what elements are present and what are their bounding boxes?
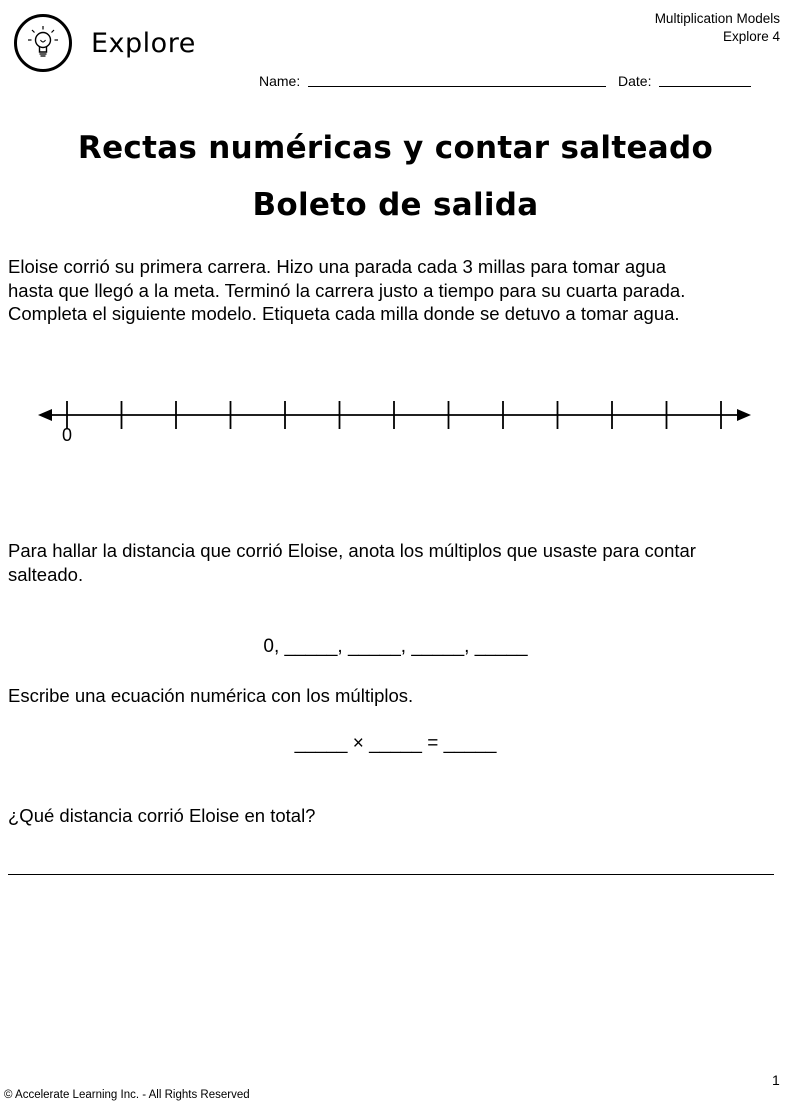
section-label: Explore xyxy=(91,28,196,59)
page-title: Rectas numéricas y contar salteado xyxy=(77,130,714,166)
series-title: Multiplication Models xyxy=(654,11,780,26)
date-field[interactable] xyxy=(659,86,751,87)
multiples-blanks[interactable]: 0, _____, _____, _____, _____ xyxy=(263,636,528,657)
page-subtitle: Boleto de salida xyxy=(252,187,539,223)
equation-prompt: Escribe una ecuación numérica con los múltiplos. xyxy=(8,685,414,706)
multiples-prompt-line: Para hallar la distancia que corrió Eloise, anota los múltiplos que usaste para contar xyxy=(8,540,696,561)
lesson-label: Explore 4 xyxy=(722,29,780,44)
multiples-prompt xyxy=(8,539,783,586)
name-field[interactable] xyxy=(308,86,606,87)
total-question: ¿Qué distancia corrió Eloise en total? xyxy=(8,805,316,826)
copyright: © Accelerate Learning Inc. - All Rights Reserved xyxy=(4,1089,250,1101)
lightbulb-icon xyxy=(17,17,69,69)
multiples-prompt-line: salteado. xyxy=(8,563,84,585)
right-arrow-icon xyxy=(737,409,751,421)
page-number: 1 xyxy=(772,1072,780,1088)
problem-intro-line: hasta que llegó a la meta. Terminó la carrera justo a tiempo para su cuarta parada. xyxy=(8,279,686,301)
answer-line[interactable] xyxy=(8,874,774,875)
equation-blanks[interactable]: _____ × _____ = _____ xyxy=(294,733,497,754)
problem-intro-line: Eloise corrió su primera carrera. Hizo una parada cada 3 millas para tomar agua xyxy=(8,256,667,277)
problem-intro-line: Completa el siguiente modelo. Etiqueta cada milla donde se detuvo a tomar agua. xyxy=(8,303,680,324)
series-info xyxy=(655,10,780,46)
problem-intro xyxy=(8,255,783,326)
explore-logo xyxy=(14,14,72,72)
number-line[interactable] xyxy=(0,395,791,455)
number-line-zero-label: 0 xyxy=(61,425,73,445)
date-label: Date: xyxy=(618,73,652,89)
left-arrow-icon xyxy=(38,409,52,421)
name-label: Name: xyxy=(259,73,301,89)
